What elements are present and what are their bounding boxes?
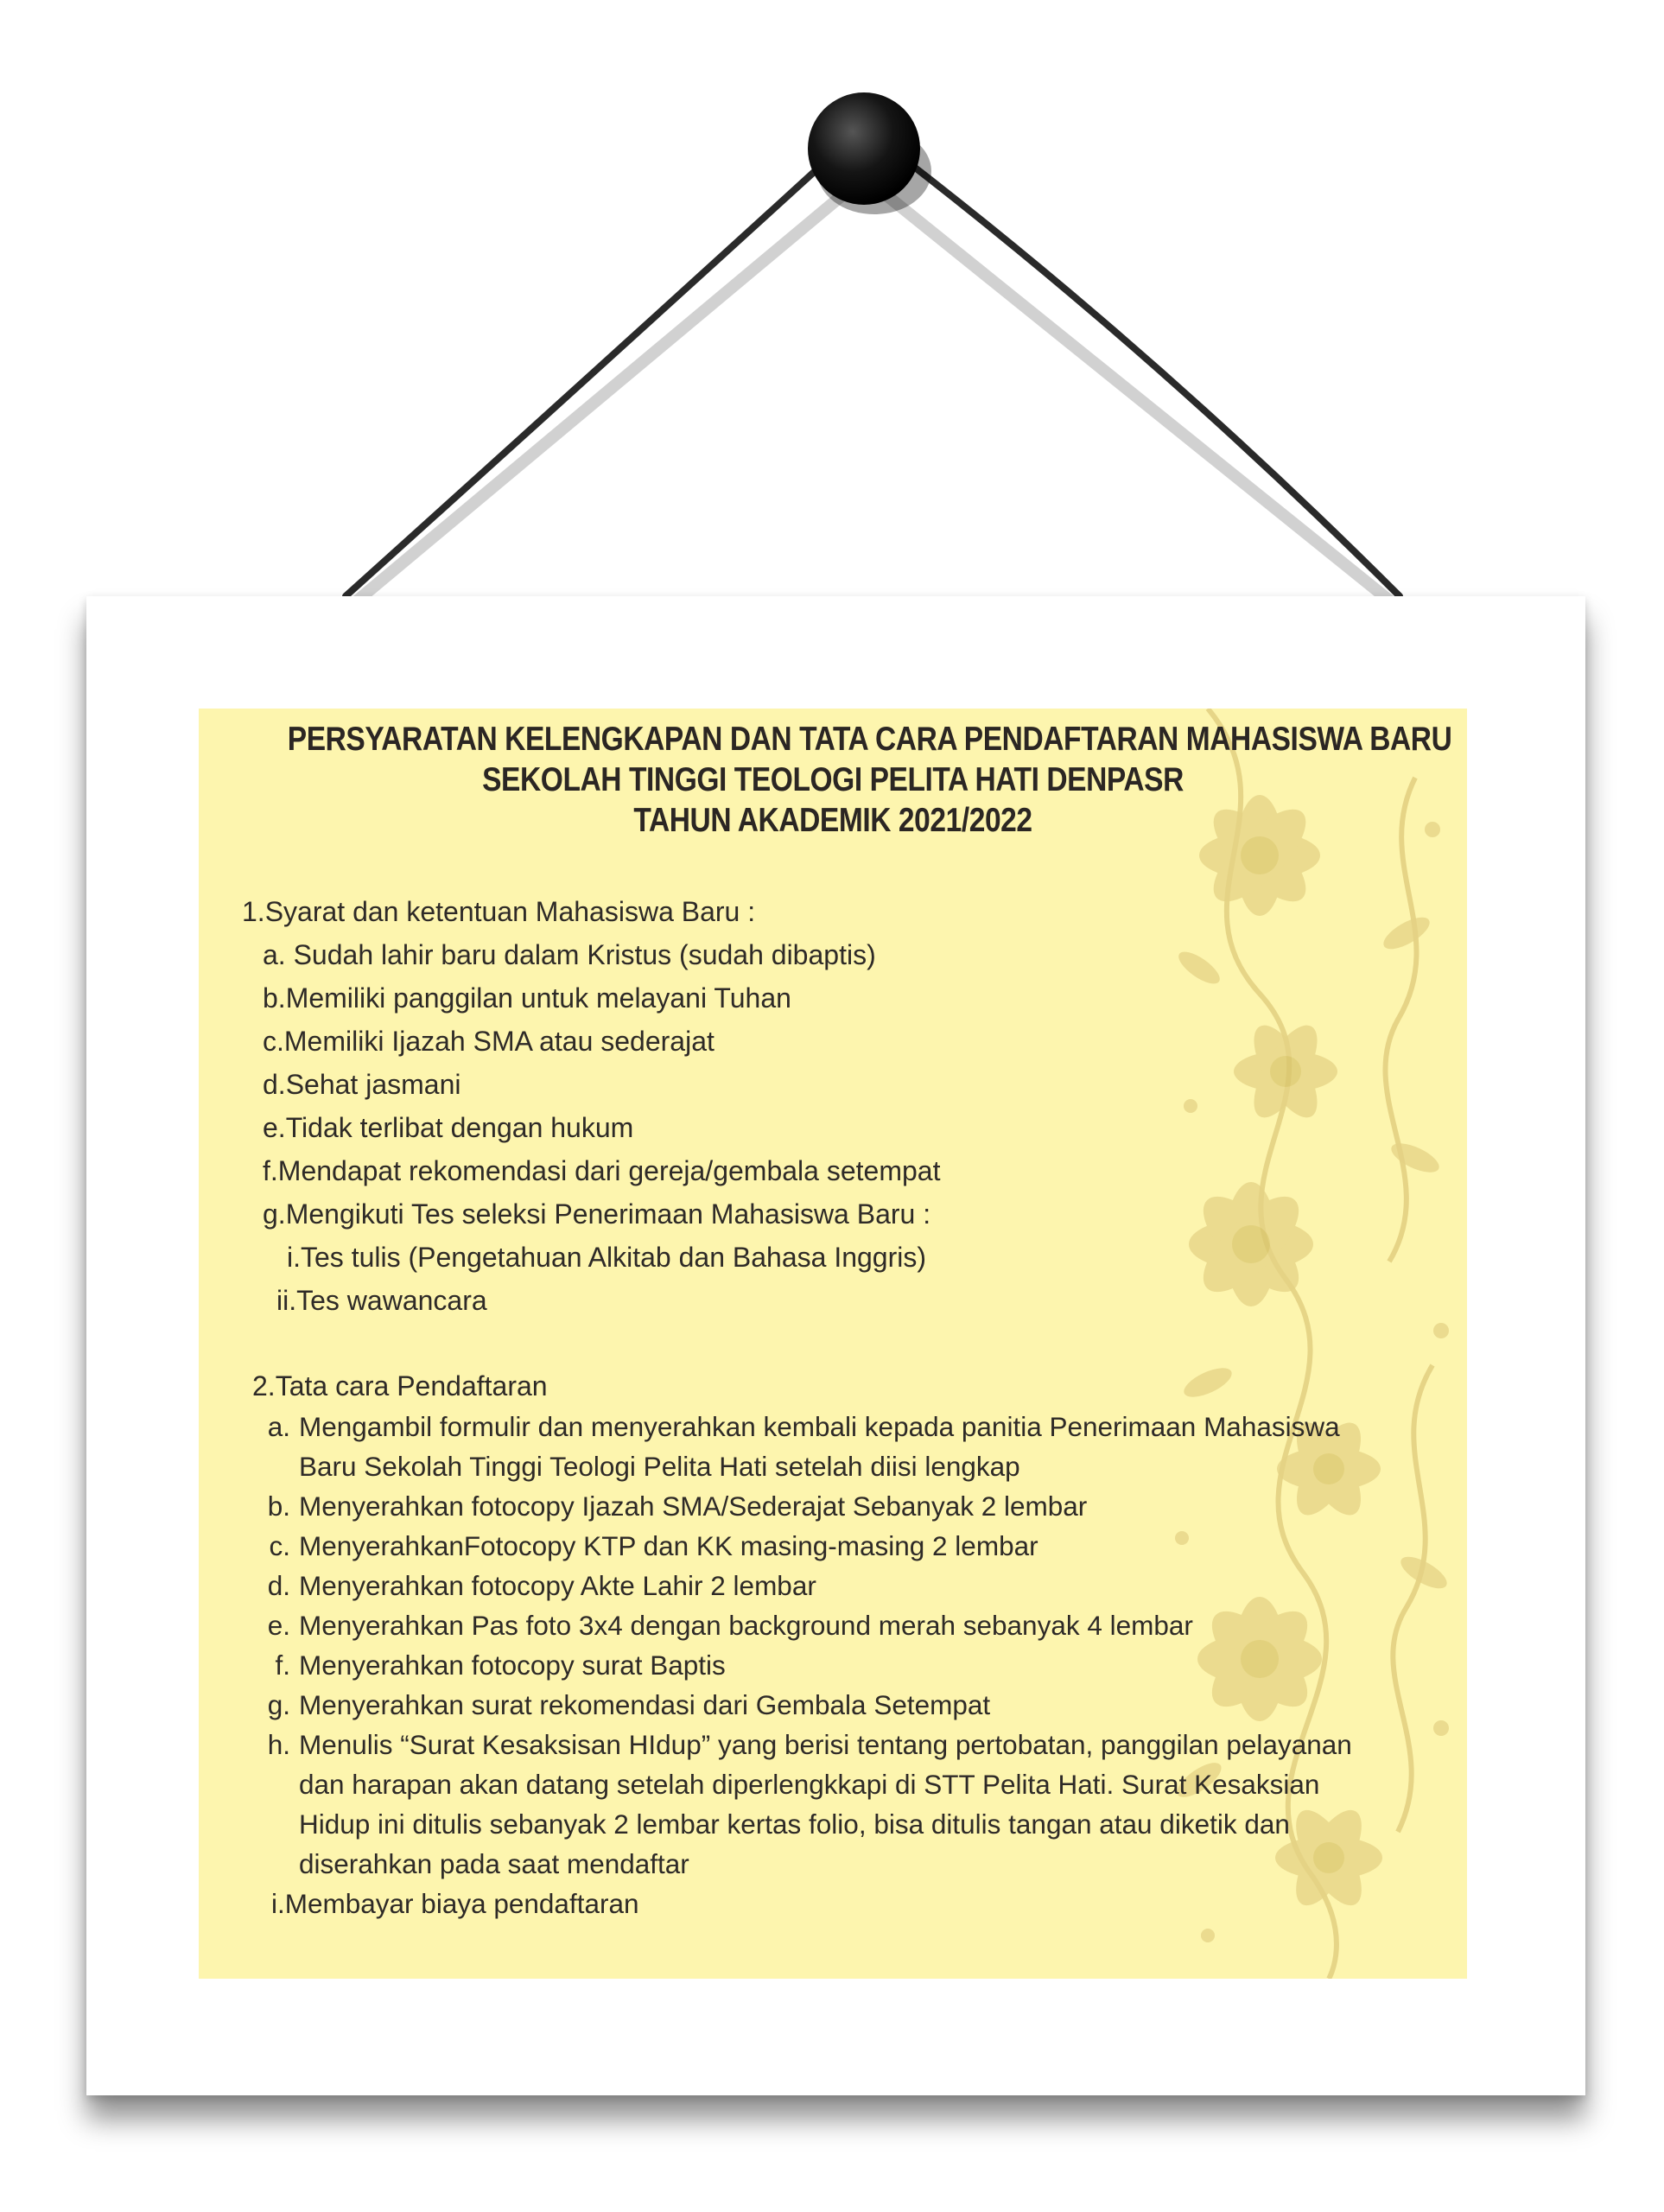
item-text: Mengambil formulir dan menyerahkan kembali kepada panitia Penerimaan Mahasiswa Baru Sekolah Tinggi Teologi Pelita Hati setelah diisi lengkap: [299, 1411, 1340, 1482]
item-marker: g.: [267, 1689, 290, 1720]
item-marker: h.: [267, 1729, 290, 1760]
poster: [199, 709, 1467, 1979]
item-marker: b.: [267, 1491, 290, 1522]
item-marker: a.: [267, 1411, 290, 1442]
title-line-2: SEKOLAH TINGGI TEOLOGI PELITA HATI DENPASR: [482, 761, 1184, 798]
string-right: [877, 138, 1400, 596]
picture-frame: [86, 596, 1585, 2095]
title-line-1: PERSYARATAN KELENGKAPAN DAN TATA CARA PENDAFTARAN MAHASISWA BARU: [287, 721, 1452, 758]
item-marker: e.: [267, 1610, 290, 1641]
item-marker: d.: [267, 1570, 290, 1601]
section2-last-item: i.Membayar biaya pendaftaran: [271, 1888, 639, 1919]
item-text: Menulis “Surat Kesaksisan HIdup” yang berisi tentang pertobatan, panggilan pelayanan dan harapan akan datang setelah diperlengkkapi di STT Pelita Hati. Surat Kesaksian Hidup ini ditulis sebanyak 2 lembar kertas folio, bisa ditulis tangan atau diketik dan diserahkan pada saat mendaftar: [299, 1729, 1352, 1879]
section1-subitem: i.Tes tulis (Pengetahuan Alkitab dan Bahasa Inggris): [287, 1242, 927, 1273]
section2-heading: 2.Tata cara Pendaftaran: [252, 1370, 548, 1402]
section2-item: [252, 1407, 1462, 1486]
pin-icon: [808, 92, 920, 205]
section2-item: [252, 1645, 1462, 1685]
title-line-3: TAHUN AKADEMIK 2021/2022: [633, 802, 1032, 839]
section1-item: e.Tidak terlibat dengan hukum: [263, 1112, 634, 1143]
poster-title: [199, 719, 1467, 841]
section2: [252, 1365, 1462, 1923]
section2-item: [252, 1725, 1462, 1884]
item-text: MenyerahkanFotocopy KTP dan KK masing-masing 2 lembar: [299, 1530, 1038, 1561]
section1-item: c.Memiliki Ijazah SMA atau sederajat: [263, 1026, 715, 1057]
item-text: Menyerahkan surat rekomendasi dari Gembala Setempat: [299, 1689, 991, 1720]
section2-item: [252, 1605, 1462, 1645]
section2-item: [252, 1486, 1462, 1526]
item-marker: c.: [269, 1530, 290, 1561]
item-text: Menyerahkan Pas foto 3x4 dengan background merah sebanyak 4 lembar: [299, 1610, 1193, 1641]
section1-item: a. Sudah lahir baru dalam Kristus (sudah dibaptis): [263, 939, 876, 970]
item-text: Menyerahkan fotocopy Akte Lahir 2 lembar: [299, 1570, 816, 1601]
section1-subitem: ii.Tes wawancara: [276, 1285, 487, 1316]
section2-item: [252, 1526, 1462, 1566]
section1-item: g.Mengikuti Tes seleksi Penerimaan Mahasiswa Baru :: [263, 1198, 931, 1230]
section1-item: b.Memiliki panggilan untuk melayani Tuhan: [263, 982, 791, 1014]
item-text: Menyerahkan fotocopy surat Baptis: [299, 1649, 726, 1681]
requirements-content: [242, 890, 1451, 1919]
section1-item: d.Sehat jasmani: [263, 1069, 461, 1100]
item-marker: f.: [275, 1649, 290, 1681]
section1-heading: 1.Syarat dan ketentuan Mahasiswa Baru :: [242, 896, 756, 927]
item-text: Menyerahkan fotocopy Ijazah SMA/Sederajat Sebanyak 2 lembar: [299, 1491, 1088, 1522]
section2-item: [252, 1685, 1462, 1725]
string-left: [346, 138, 851, 596]
hanging-string-and-pin: [0, 0, 1664, 657]
section1-item: f.Mendapat rekomendasi dari gereja/gembala setempat: [263, 1155, 941, 1186]
section2-item: [252, 1566, 1462, 1605]
